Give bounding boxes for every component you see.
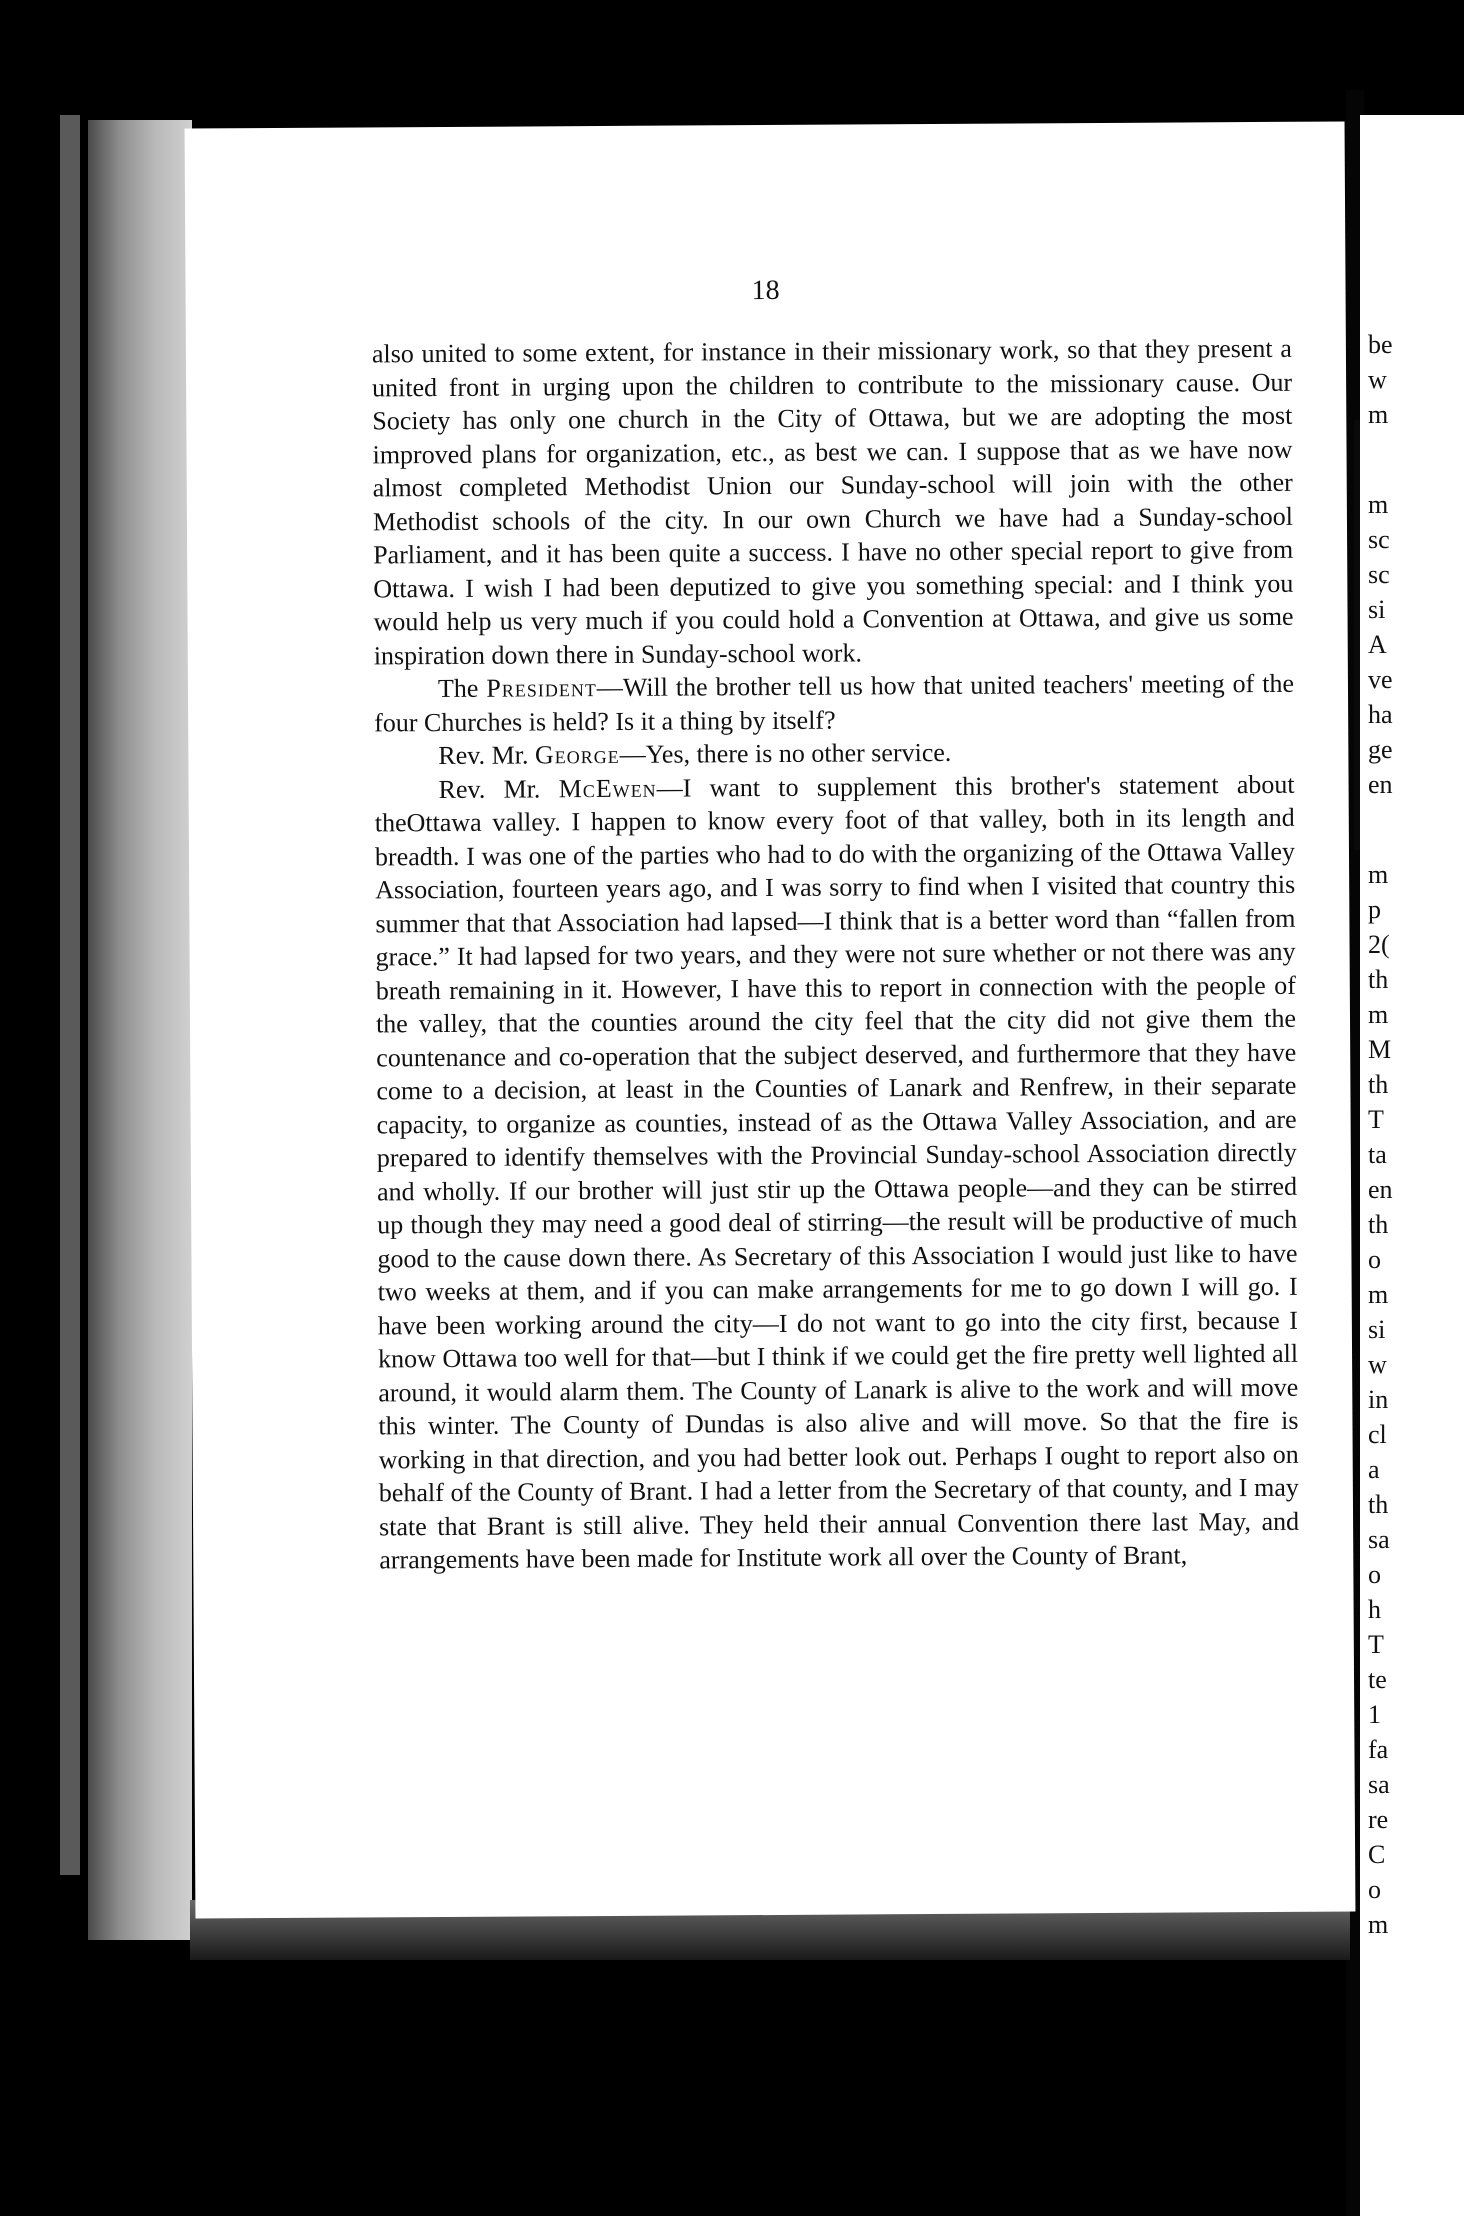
- adjacent-page-fragment: p: [1368, 895, 1381, 924]
- adjacent-page-fragment: th: [1368, 1490, 1389, 1519]
- adjacent-page-fragment: sa: [1368, 1525, 1390, 1554]
- adjacent-page-fragment: m: [1368, 490, 1389, 519]
- adjacent-page-fragment: ha: [1368, 700, 1393, 729]
- adjacent-page-fragment: te: [1368, 1665, 1387, 1694]
- adjacent-page-fragment: o: [1368, 1875, 1381, 1904]
- paragraph-text: The: [437, 673, 487, 704]
- paragraph: [374, 734, 1294, 773]
- adjacent-page-fragment: m: [1368, 400, 1389, 429]
- adjacent-page-fragment: 2(: [1368, 930, 1390, 959]
- book-left-edge: [60, 115, 80, 1875]
- speaker-name: George: [534, 739, 620, 770]
- adjacent-page-fragment: m: [1368, 1000, 1389, 1029]
- adjacent-page-fragment: w: [1368, 1350, 1387, 1379]
- paragraph-text: also united to some extent, for instance in their missionary work, so that they present a united front in urging upon the children to contribute to the missionary cause. Our Society has only one church in the City of Ottawa, but we are adopting the most improved plans for organization, etc., as best we can. I suppose that as we have now almost completed Methodist Union our Sunday-school will join with the other Methodist schools of the city. In our own Church we have had a Sunday-school Parliament, and it has been quite a success. I have no other special report to give from Ottawa. I wish I had been deputized to give you something special: and I think you would help us very much if you could hold a Convention at Ottawa, and give us some inspiration down there in Sunday-school work.: [371, 333, 1294, 670]
- adjacent-page-fragment: m: [1368, 860, 1389, 889]
- body-text: [372, 332, 1300, 1577]
- page-number: 18: [751, 274, 780, 307]
- speaker-name: McEwen: [558, 773, 657, 803]
- adjacent-page-fragment: th: [1368, 965, 1389, 994]
- adjacent-page-fragment: sc: [1368, 525, 1390, 554]
- adjacent-page-fragment: M: [1368, 1035, 1392, 1064]
- adjacent-page-fragment: fa: [1368, 1735, 1389, 1764]
- adjacent-page-fragment: in: [1368, 1385, 1389, 1414]
- paragraph: [374, 767, 1299, 1577]
- adjacent-page-fragment: th: [1368, 1070, 1389, 1099]
- adjacent-page-fragment: ge: [1368, 735, 1393, 764]
- adjacent-page-fragment: si: [1368, 1315, 1386, 1344]
- paragraph-text: Rev. Mr.: [438, 773, 559, 804]
- adjacent-page-fragment: sa: [1368, 1770, 1390, 1799]
- adjacent-page-fragment: w: [1368, 365, 1387, 394]
- adjacent-page-fragment: re: [1368, 1805, 1389, 1834]
- adjacent-page-fragment: en: [1368, 770, 1393, 799]
- paragraph-text: —Yes, there is no other service.: [619, 737, 952, 769]
- adjacent-page-strip: [1360, 115, 1464, 2216]
- adjacent-page-fragment: C: [1368, 1840, 1386, 1869]
- speaker-name: President: [486, 673, 597, 703]
- document-page: [185, 121, 1356, 1918]
- page-gutter-shadow: [88, 120, 192, 1940]
- adjacent-page-fragment: m: [1368, 1280, 1389, 1309]
- adjacent-page-fragment: a: [1368, 1455, 1380, 1484]
- adjacent-page-fragment: si: [1368, 595, 1386, 624]
- adjacent-page-fragment: be: [1368, 330, 1393, 359]
- paragraph-text: —I want to supplement this brother's statement about theOttawa valley. I happen to know every foot of that valley, both in its length and breadth. I was one of the parties who had to do with the organizing of the Ottawa Valley Association, fourteen years ago, and I was sorry to find when I visited that country this summer that that Association had lapsed—I think that is a better word than “fallen from grace.” It had lapsed for two years, and they were not sure whether or not there was any breath remaining in it. However, I have this to report in connection with the people of the valley, that the counties around the city feel that the city did not give them the countenance and co-operation that the subject deserved, and furthermore that they have come to a decision, at least in the Counties of Lanark and Renfrew, in their separate capacity, to organize as counties, instead of as the Ottawa Valley Association, and are prepared to identify themselves with the Provincial Sunday-school Association directly and wholly. If our brother will just stir up the Ottawa people—and they can be stirred up though they may need a good deal of stirring—the result will be productive of much good to the cause down there. As Secretary of this Association I would just like to have two weeks at them, and if you can make arrangements for me to go down I will go. I have been working around the city—I do not want to go into the city first, because I know Ottawa too well for that—but I think if we could get the fire pretty well lighted all around, it would alarm them. The County of Lanark is alive to the work and will move this winter. The County of Dundas is also alive and will move. So that the fire is working in that direction, and you had better look out. Perhaps I ought to report also on behalf of the County of Brant. I had a letter from the Secretary of that county, and I may state that Brant is still alive. They held their annual Convention there last May, and arrangements have been made for Institute work all over the County of Brant,: [374, 769, 1300, 1575]
- adjacent-page-fragment: o: [1368, 1245, 1381, 1274]
- paragraph: [374, 667, 1294, 740]
- paragraph: [372, 332, 1294, 673]
- adjacent-page-fragment: ve: [1368, 665, 1393, 694]
- adjacent-page-fragment: en: [1368, 1175, 1393, 1204]
- adjacent-page-fragment: h: [1368, 1595, 1381, 1624]
- adjacent-page-fragment: cl: [1368, 1420, 1387, 1449]
- adjacent-page-fragment: m: [1368, 1910, 1389, 1939]
- adjacent-page-fragment: T: [1368, 1630, 1384, 1659]
- adjacent-page-fragment: o: [1368, 1560, 1381, 1589]
- adjacent-page-fragment: sc: [1368, 560, 1390, 589]
- adjacent-page-fragment: ta: [1368, 1140, 1387, 1169]
- paragraph-text: —Will the brother tell us how that united teachers' meeting of the four Churches is held? Is it a thing by itself?: [374, 668, 1295, 737]
- adjacent-page-fragment: th: [1368, 1210, 1389, 1239]
- paragraph-text: Rev. Mr.: [438, 740, 536, 771]
- adjacent-page-fragment: T: [1368, 1105, 1384, 1134]
- adjacent-page-fragment: A: [1368, 630, 1387, 659]
- adjacent-page-fragment: 1: [1368, 1700, 1381, 1729]
